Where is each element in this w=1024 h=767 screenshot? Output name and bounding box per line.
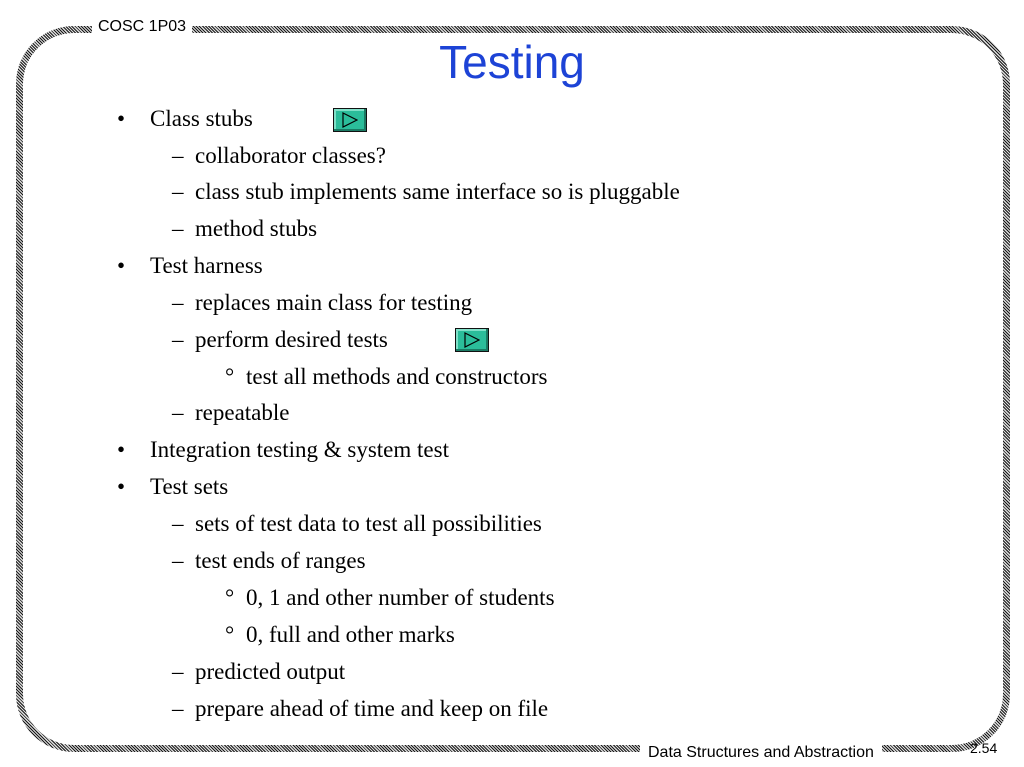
bullet-text: prepare ahead of time and keep on file: [195, 696, 549, 721]
bullet-text: Integration testing & system test: [150, 437, 449, 462]
dash-marker: –: [172, 696, 184, 721]
dash-marker: –: [172, 511, 184, 536]
bullet-text: collaborator classes?: [195, 143, 386, 168]
bullet-marker: •: [117, 474, 126, 499]
slide-title: Testing: [439, 36, 585, 88]
bullet-text: replaces main class for testing: [195, 290, 473, 315]
bullet-marker: •: [117, 253, 126, 278]
bullet-text: Test sets: [150, 474, 229, 499]
degree-marker: °: [225, 585, 235, 610]
dash-marker: –: [172, 179, 184, 204]
dash-marker: –: [172, 548, 184, 573]
dash-marker: –: [172, 659, 184, 684]
bullet-text: perform desired tests: [195, 327, 388, 352]
dash-marker: –: [172, 327, 184, 352]
play-button[interactable]: [455, 328, 489, 352]
bullet-text: 0, full and other marks: [246, 622, 455, 647]
bullet-marker: •: [117, 437, 126, 462]
dash-marker: –: [172, 143, 184, 168]
degree-marker: °: [225, 622, 235, 647]
bullet-text: test ends of ranges: [195, 548, 366, 573]
play-icon: [342, 112, 358, 128]
degree-marker: °: [225, 364, 235, 389]
footer-label: Data Structures and Abstraction: [640, 742, 882, 764]
course-label: COSC 1P03: [92, 16, 192, 38]
play-icon: [464, 332, 480, 348]
play-button[interactable]: [333, 108, 367, 132]
bullet-text: test all methods and constructors: [246, 364, 548, 389]
dash-marker: –: [172, 290, 184, 315]
bullet-text: 0, 1 and other number of students: [246, 585, 555, 610]
bullet-text: sets of test data to test all possibilities: [195, 511, 542, 536]
bullet-text: Test harness: [150, 253, 263, 278]
bullet-text: method stubs: [195, 216, 318, 241]
bullet-text: predicted output: [195, 659, 346, 684]
bullet-text: repeatable: [195, 400, 290, 425]
bullet-text: Class stubs: [150, 106, 253, 131]
dash-marker: –: [172, 216, 184, 241]
page-number: 2.54: [970, 740, 998, 756]
bullet-text: class stub implements same interface so is pluggable: [195, 179, 680, 204]
dash-marker: –: [172, 400, 184, 425]
bullet-marker: •: [117, 106, 126, 131]
